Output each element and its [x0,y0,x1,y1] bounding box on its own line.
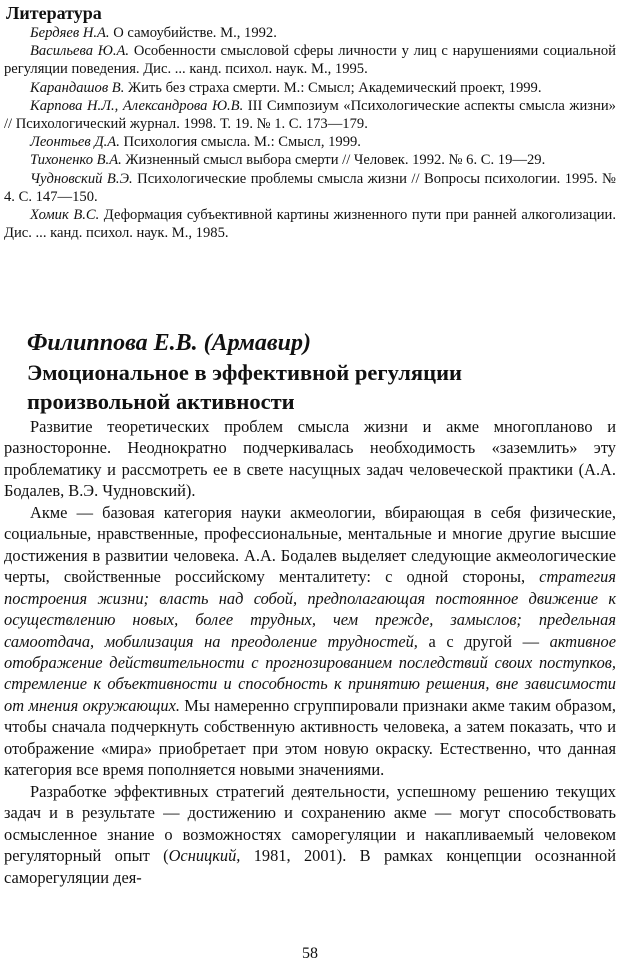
reference-item [4,79,616,97]
reference-list [4,24,616,242]
reference-text: Жизненный смысл выбора смерти // Человек. 1992. № 6. С. 19—29. [121,152,546,169]
page-number: 58 [302,945,318,962]
article-title-line: Эмоциональное в эффективной регуляции [27,360,462,385]
article-body [4,416,616,888]
reference-text: Деформация субъективной картины жизненного пути при ранней алкоголизации. Дис. ... канд. психол. наук. М., 1985. [4,207,616,242]
paragraph-text: Мы намеренно сгруппировали признаки акме таким образом, чтобы сначала подчеркнуть собственную активность человека, а затем показать, что и отображение «мира» приобретает при этом новую окраску. Естественно, что данная категория все время пополняется новыми значениями. [4,695,616,780]
references-heading: Литература [6,3,102,23]
paragraph-italic: Осницкий, [168,846,241,866]
reference-author: Леонтьев Д.А. [30,134,120,151]
reference-text: Психологические проблемы смысла жизни // Вопросы психологии. 1995. № 4. С. 147—150. [4,170,616,205]
reference-text: Особенности смысловой сферы личности у лиц с нарушениями социальной регуляции поведения. Дис. ... канд. психол. наук. М., 1995. [4,43,616,78]
reference-text: О самоубийстве. М., 1992. [109,25,277,41]
reference-item [4,42,616,78]
reference-item [4,97,616,133]
article-title-line: произвольной активности [27,389,295,414]
reference-author: Карпова Н.Л., Александрова Ю.В. [30,97,244,114]
reference-author: Бердяев Н.А. [30,25,110,41]
paragraph-text: а с другой — [417,631,550,651]
reference-item [4,133,616,151]
reference-author: Карандашов В. [30,79,125,96]
reference-text: Психология смысла. М.: Смысл, 1999. [119,134,361,151]
paragraph [4,502,616,781]
reference-text: Жить без страха смерти. М.: Смысл; Академический проект, 1999. [124,79,542,96]
reference-author: Тихоненко В.А. [30,152,122,169]
reference-author: Чудновский В.Э. [30,170,133,187]
article-title [27,358,607,416]
paragraph-italic: активное отображение действительности с прогнозированием последствий своих поступков, стремление к объективности и способность к принятию решения, вне зависимости от мнения окружающих. [4,631,616,715]
article-author: Филиппова Е.В. (Армавир) [27,330,311,356]
reference-author: Васильева Ю.А. [30,43,130,60]
paragraph-text: Разработке эффективных стратегий деятельности, успешному решению текущих задач и в результате — достижению и сохранению акме — могут способствовать осмысленное знание о возможностях саморегуляции и накапливаемый человеком регуляторный опыт ( [4,781,616,866]
reference-author: Хомик В.С. [30,207,100,224]
paragraph [4,781,616,888]
reference-item [4,24,616,42]
paragraph-italic: стратегия построения жизни; власть над собой, предполагающая постоянное движение к осуществлению новых, более трудных, чем прежде, замыслов; предельная самоотдача, мобилизация на преодоление трудностей, [4,567,616,651]
reference-item [4,206,616,242]
paragraph-text: 1981, 2001). В рамках концепции осознанной саморегуляции дея- [4,846,616,887]
reference-text: III Симпозиум «Психологические аспекты смысла жизни» // Психологический журнал. 1998. Т. 19. № 1. С. 173—179. [4,97,616,133]
reference-item [4,170,616,206]
reference-item [4,151,616,169]
paragraph-text: Акме — базовая категория науки акмеологии, вбирающая в себя физические, социальные, нравственные, профессиональные, ментальные и многие другие высшие достижения в развитии человека. А.А. Бодалев выделяет следующие акмеологические черты, свойственные российскому менталитету: с одной стороны, [4,502,616,587]
paragraph: Развитие теоретических проблем смысла жизни и акме многопланово и разносторонне. Неоднократно подчеркивалась необходимость «заземлить» эту проблематику и рассмотреть ее в свете насущных задач человеческой практики (А.А. Бодалев, В.Э. Чудновский). [4,417,616,501]
